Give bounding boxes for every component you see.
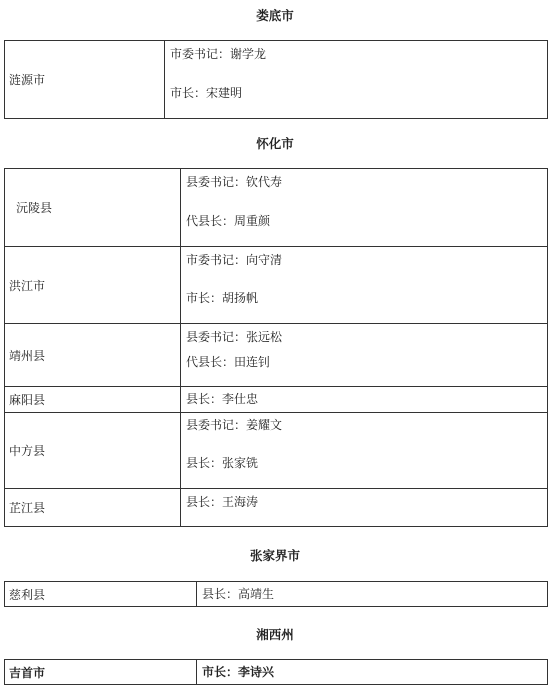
table-row [5,387,548,413]
section-title-zhangjiajie: 张家界市 [249,548,300,563]
official-line: 县委书记：姜耀文 [186,418,283,432]
county-name: 中方县 [5,413,181,489]
official-line: 代县长：田连钊 [186,355,271,369]
officials-cell [181,247,548,324]
officials-cell [181,413,548,489]
officials-cell [197,582,548,607]
table-row [5,413,548,489]
county-name: 靖州县 [5,324,181,387]
table-row [5,660,548,685]
official-line: 县长：李仕忠 [186,392,259,406]
section-title-huaihua: 怀化市 [256,136,294,151]
official-line: 县委书记：张远松 [186,330,283,344]
county-name: 沅陵县 [5,169,181,247]
section-title-xiangxi: 湘西州 [256,627,294,642]
county-name: 吉首市 [5,660,197,685]
xiangxi-table [4,659,548,685]
county-name: 麻阳县 [5,387,181,413]
table-row [5,489,548,527]
huaihua-table [4,168,548,527]
official-line: 县长：张家铣 [186,456,259,470]
official-line: 县长：王海涛 [186,495,259,509]
zhangjiajie-table [4,581,548,607]
table-row [5,169,548,247]
table-row [5,582,548,607]
official-line: 市长：李诗兴 [202,665,275,679]
official-line: 县长：高靖生 [202,587,275,601]
officials-cell [181,324,548,387]
county-name: 涟源市 [5,41,165,119]
officials-cell [165,41,548,119]
officials-cell [181,489,548,527]
county-name: 慈利县 [5,582,197,607]
table-row [5,41,548,119]
section-title-loudi: 娄底市 [256,8,294,23]
officials-cell [197,660,548,685]
official-line: 县委书记：钦代寿 [186,175,283,189]
loudi-table [4,40,548,119]
table-row [5,247,548,324]
county-name: 洪江市 [5,247,181,324]
officials-cell [181,387,548,413]
county-name: 芷江县 [5,489,181,527]
official-line: 市长：宋建明 [170,86,243,100]
official-line: 市长：胡扬帆 [186,291,259,305]
officials-cell [181,169,548,247]
official-line: 代县长：周重颜 [186,214,271,228]
official-line: 市委书记：向守清 [186,253,283,267]
table-row [5,324,548,387]
official-line: 市委书记：谢学龙 [170,47,267,61]
